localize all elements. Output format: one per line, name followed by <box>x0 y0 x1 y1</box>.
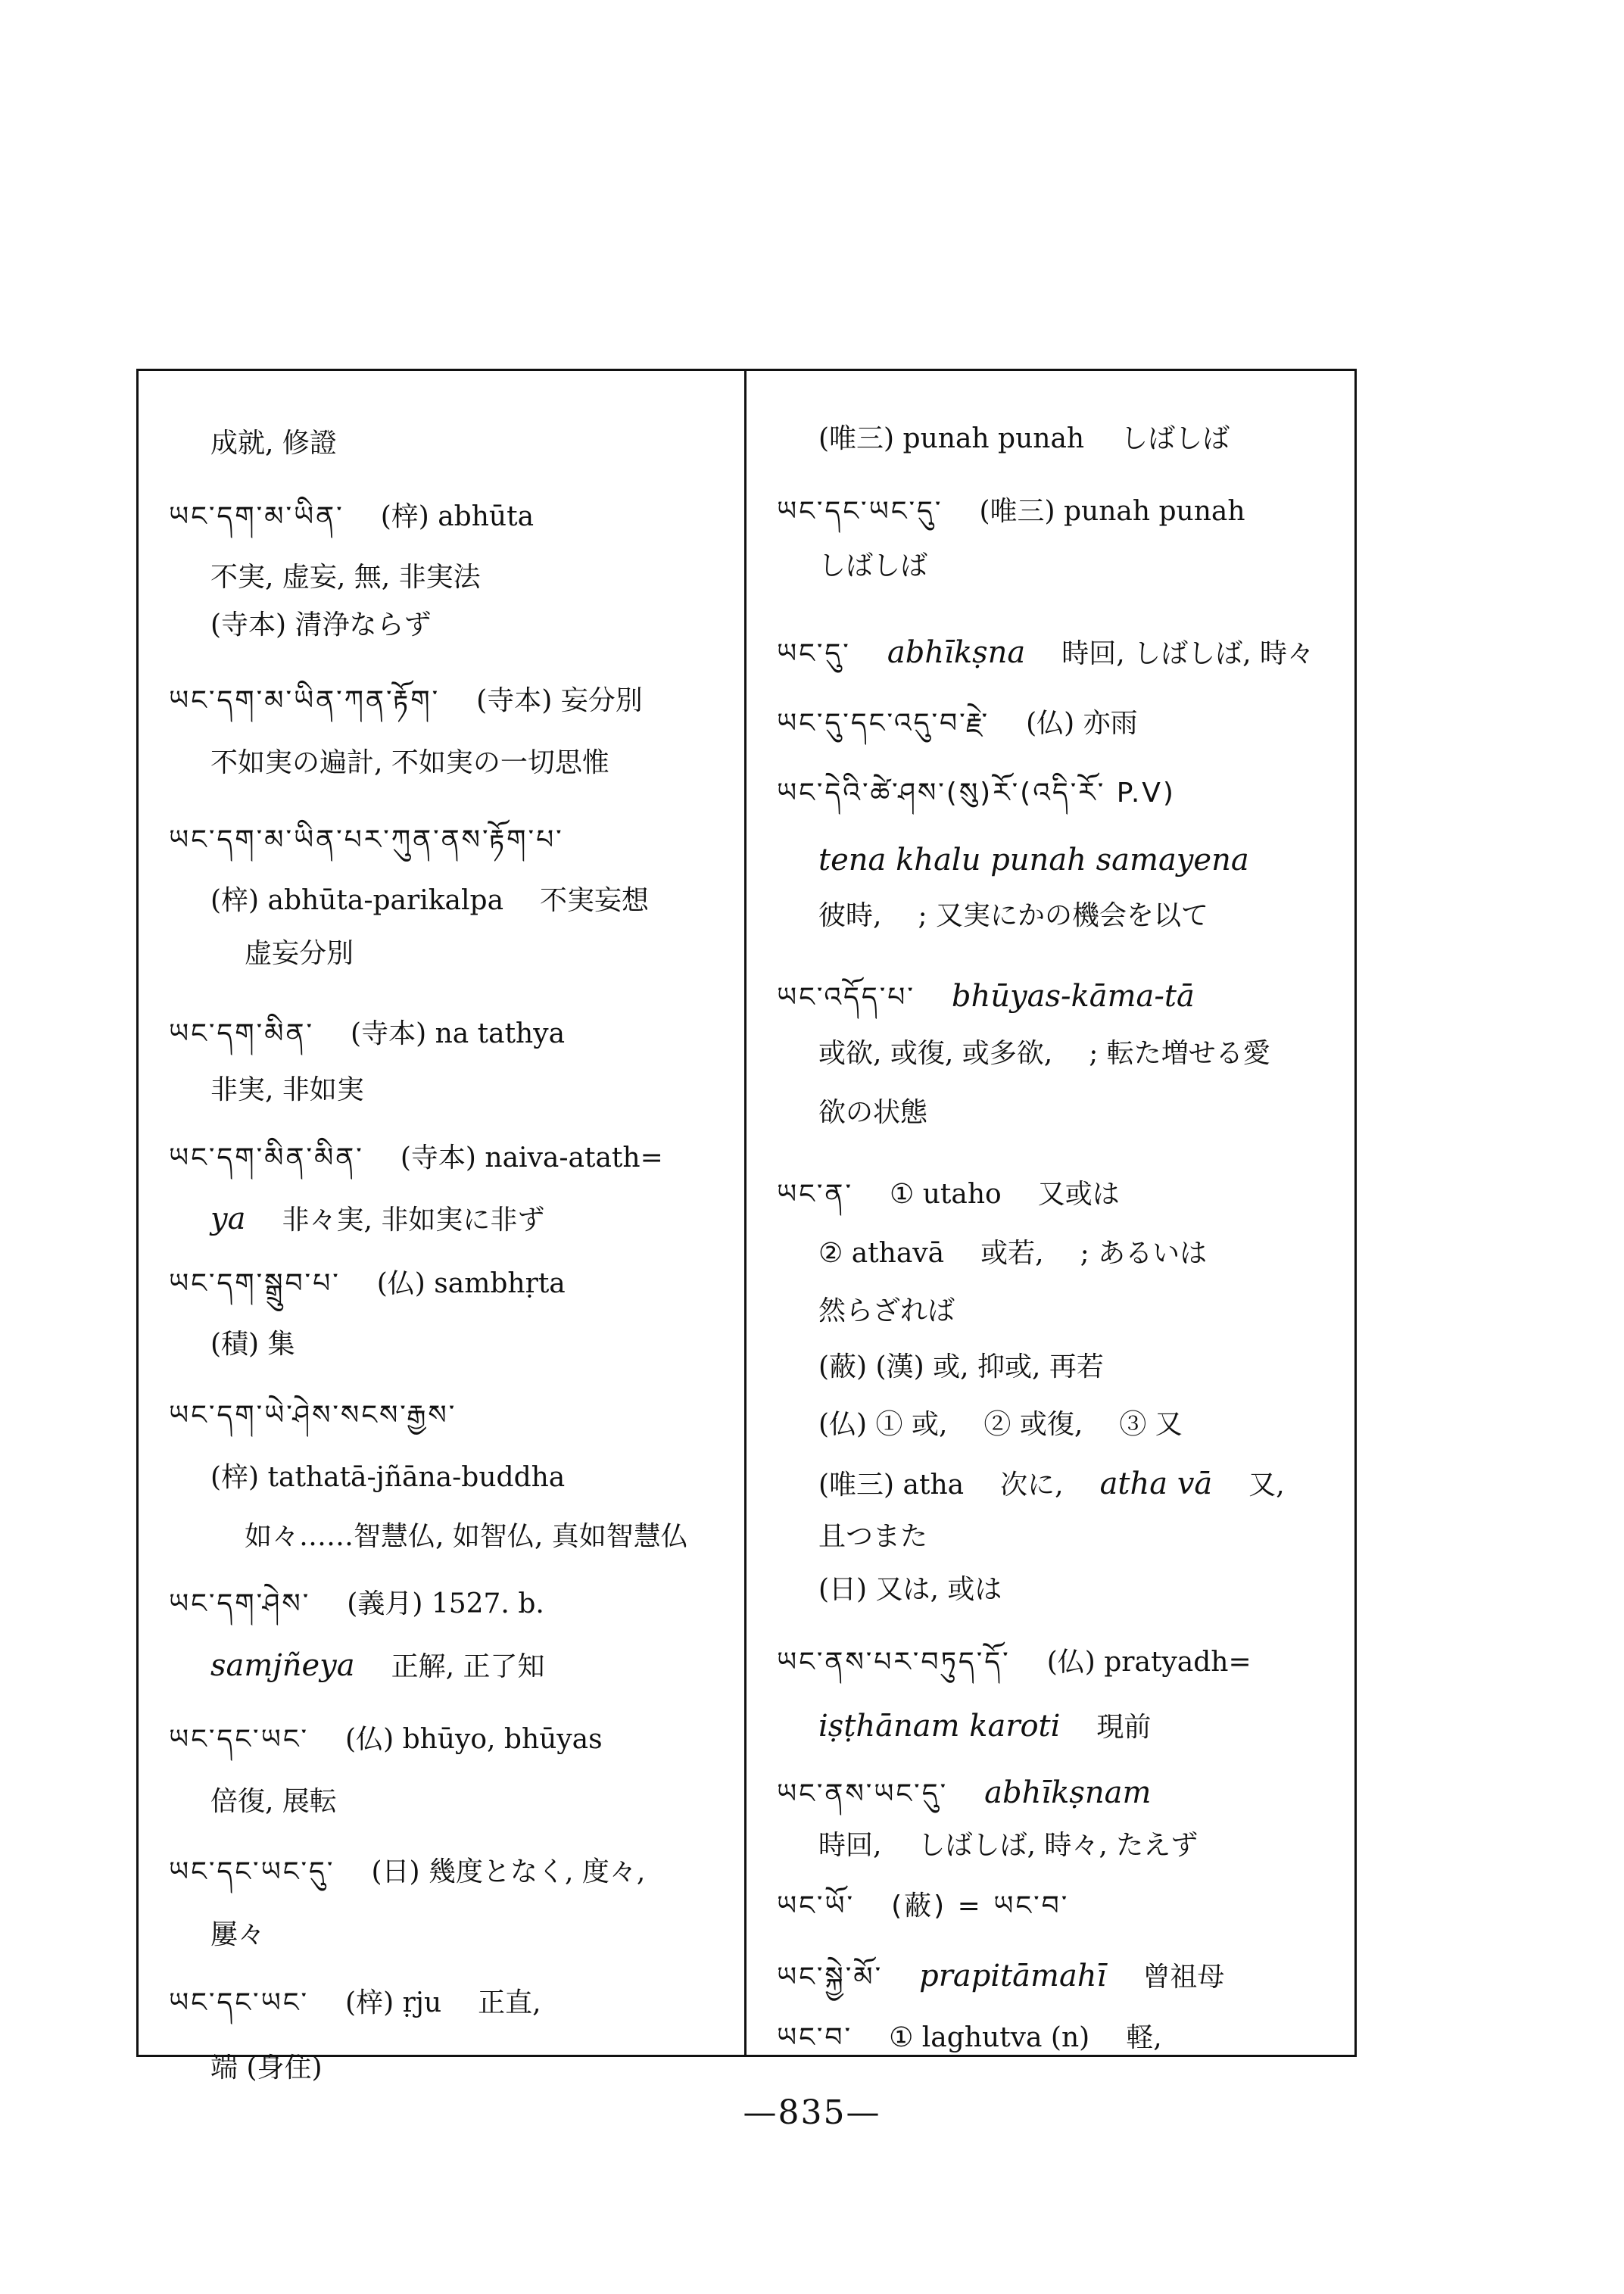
gloss-text: (唯三) punah punah <box>818 423 1085 454</box>
sanskrit-term: prapitāmahī <box>919 1959 1107 1993</box>
gloss-text: (蔽) (漢) 或, 抑或, 再若 <box>818 1351 1104 1382</box>
left-column-line <box>169 1856 645 1887</box>
gloss-text: (仏) sambhṛta <box>376 1268 566 1299</box>
gloss-text: (寺本) naiva-atath= <box>400 1142 663 1173</box>
tibetan-headword: (蔽) = ཡང་བ་ <box>891 1890 1070 1922</box>
tibetan-headword: ཡང་དང་ཡང་ <box>169 1724 310 1755</box>
left-column-line <box>210 428 337 459</box>
left-column-line <box>169 1018 565 1049</box>
gloss-text: 不実, 虚妄, 無, 非実法 <box>210 562 481 593</box>
left-column-line <box>169 1987 541 2018</box>
left-column-line <box>210 1919 265 1950</box>
tibetan-headword: ཡང་འདོད་པ་ <box>777 982 915 1013</box>
gloss-text: (梓) abhūta <box>380 501 535 532</box>
left-column-line <box>169 685 643 716</box>
right-column-line <box>818 900 1208 931</box>
page-number: —835— <box>743 2093 881 2132</box>
tibetan-headword: ཡང་དག་མིན་མིན་ <box>169 1142 364 1173</box>
gloss-text: 非々実, 非如実に非ず <box>282 1205 545 1236</box>
gloss-text: (梓) ṛju <box>345 1987 442 2018</box>
left-column-line <box>210 1329 295 1360</box>
sanskrit-term: iṣṭhānam karoti <box>818 1709 1061 1744</box>
left-column-line <box>169 1588 544 1619</box>
gloss-text: 端 (身住) <box>210 2052 323 2084</box>
gloss-text: 或欲, 或復, 或多欲, <box>818 1038 1053 1069</box>
right-column-line <box>777 979 1195 1014</box>
gloss-text: ② 或復, <box>983 1409 1083 1440</box>
left-column-line <box>210 562 481 593</box>
tibetan-headword: ཡང་དག་མ་ཡིན་ <box>169 501 344 532</box>
right-column-line <box>818 1409 1183 1440</box>
sanskrit-term: atha vā <box>1099 1466 1213 1501</box>
gloss-text: (義月) 1527. b. <box>347 1588 544 1619</box>
gloss-text: ① utaho <box>890 1179 1002 1210</box>
gloss-text: 時回, <box>818 1830 882 1861</box>
gloss-text: (唯三) atha <box>818 1470 965 1501</box>
gloss-text: ; 転た増せる愛 <box>1089 1038 1270 1069</box>
gloss-text: 現前 <box>1096 1712 1152 1743</box>
gloss-text: ① laghutva (n) <box>889 2022 1090 2053</box>
gloss-text: (梓) abhūta-parikalpa <box>210 885 504 916</box>
gloss-text: (寺本) na tathya <box>351 1018 566 1049</box>
gloss-text: ② athavā <box>818 1238 945 1269</box>
right-column-line <box>777 635 1314 670</box>
gloss-text: (日) 幾度となく, 度々, <box>371 1856 646 1887</box>
gloss-text: 不如実の遍計, 不如実の一切思惟 <box>210 747 609 778</box>
right-column-line <box>818 423 1230 454</box>
right-column-line <box>818 1830 1198 1861</box>
gloss-text: しばしば <box>1121 423 1230 454</box>
right-column-line <box>777 1775 1151 1810</box>
gloss-text: (仏) 亦雨 <box>1026 708 1138 739</box>
right-column-line <box>818 1466 1285 1501</box>
right-column-line <box>818 550 927 581</box>
gloss-text: 且つまた <box>818 1521 928 1552</box>
tibetan-headword: ཡང་དེའི་ཚེ་ཤས་(སུ)རོ་(འདི་རོ་ P.V) <box>777 778 1176 809</box>
gloss-text: ; あるいは <box>1080 1238 1208 1269</box>
gloss-text: しばしば, 時々, たえず <box>918 1830 1199 1861</box>
right-column-line <box>777 2022 1162 2053</box>
right-column-line <box>777 1959 1224 1993</box>
tibetan-headword: ཡང་བ་ <box>777 2022 853 2053</box>
tibetan-headword: ཡང་དག་ཤེས་ <box>169 1588 311 1619</box>
left-column-line <box>245 938 354 969</box>
left-column <box>139 369 744 2084</box>
sanskrit-term: abhīkṣna <box>887 635 1026 670</box>
gloss-text: (仏) ① 或, <box>818 1409 948 1440</box>
gloss-text: 虚妄分別 <box>245 938 354 969</box>
right-column-line <box>818 843 1249 877</box>
tibetan-headword: ཡང་དག་མ་ཡིན་པར་ཀུན་ནས་རྟོག་པ་ <box>169 824 564 856</box>
tibetan-headword: ཡང་དག་ཡེ་ཤེས་སངས་རྒྱས་ <box>169 1400 457 1431</box>
left-column-line <box>210 1648 544 1683</box>
gloss-text: 軽, <box>1126 2022 1162 2053</box>
gloss-text: 彼時, <box>818 900 882 931</box>
left-column-line <box>169 501 534 532</box>
right-column-line <box>777 778 1176 809</box>
gloss-text: 屢々 <box>210 1919 266 1950</box>
gloss-text: ; 又実にかの機会を以て <box>918 900 1209 931</box>
left-column-line <box>210 2052 323 2084</box>
gloss-text: (寺本) 清浄ならず <box>210 609 432 641</box>
gloss-text: 正解, 正了知 <box>391 1651 545 1682</box>
sanskrit-term: tena khalu punah samayena <box>818 843 1249 877</box>
tibetan-headword: ཡང་དང་ཡང་ <box>169 1987 310 2018</box>
gloss-text: 又或は <box>1037 1179 1120 1210</box>
gloss-text: 欲の状態 <box>818 1097 928 1128</box>
gloss-text: (日) 又は, 或は <box>818 1574 1002 1605</box>
right-column-line <box>818 1709 1151 1744</box>
gloss-text: 然らざれば <box>818 1295 955 1326</box>
gloss-text: 曾祖母 <box>1142 1962 1225 1993</box>
left-column-line <box>210 1462 565 1493</box>
left-column-line <box>169 824 564 856</box>
gloss-text: 成就, 修證 <box>210 428 337 459</box>
sanskrit-term: samjñeya <box>210 1648 355 1683</box>
left-column-line <box>210 1786 337 1817</box>
gloss-text: (仏) bhūyo, bhūyas <box>345 1724 603 1755</box>
right-column-line <box>818 1574 1002 1605</box>
tibetan-headword: ཡང་དག་སྒྲུབ་པ་ <box>169 1268 341 1299</box>
right-column-line <box>818 1351 1104 1382</box>
tibetan-headword: ཡང་དག་མིན་ <box>169 1018 315 1049</box>
gloss-text: 倍復, 展転 <box>210 1786 337 1817</box>
gloss-text: 非実, 非如実 <box>210 1074 364 1105</box>
tibetan-headword: ཡང་ན་ <box>777 1179 854 1210</box>
gloss-text: 又, <box>1248 1470 1285 1501</box>
left-column-line <box>169 1724 603 1755</box>
gloss-text: しばしば <box>818 550 928 581</box>
gloss-text: 不実妄想 <box>540 885 650 916</box>
gloss-text: 正直, <box>478 1987 541 2018</box>
tibetan-headword: ཡང་ནས་ཡང་དུ་ <box>777 1778 949 1809</box>
gloss-text: 或若, <box>980 1238 1044 1269</box>
left-column-line <box>169 1400 457 1431</box>
right-column-line <box>818 1521 927 1552</box>
left-column-line <box>210 1202 544 1236</box>
left-column-line <box>169 1142 663 1173</box>
left-column-line <box>245 1521 688 1552</box>
right-column-line <box>777 1179 1120 1210</box>
gloss-text: ③ 又 <box>1119 1409 1183 1440</box>
left-column-line <box>210 609 432 641</box>
gloss-text: (仏) pratyadh= <box>1046 1647 1252 1678</box>
gloss-text: 時回, しばしば, 時々 <box>1061 638 1315 669</box>
gloss-text: (積) 集 <box>210 1329 295 1360</box>
gloss-text: (唯三) punah punah <box>979 496 1245 527</box>
right-column-line <box>777 1890 1069 1922</box>
tibetan-headword: ཡང་དག་མ་ཡིན་ཀན་རྟོག་ <box>169 685 441 716</box>
right-column-line <box>777 496 1245 527</box>
tibetan-headword: ཡང་དུ་ <box>777 638 851 669</box>
tibetan-headword: ཡང་དང་ཡང་དུ་ <box>777 496 943 527</box>
right-column-line <box>818 1097 927 1128</box>
right-column-line <box>818 1238 1207 1269</box>
right-column-line <box>818 1038 1270 1069</box>
left-column-line <box>210 1074 364 1105</box>
sanskrit-term: abhīkṣnam <box>984 1775 1152 1810</box>
tibetan-headword: ཡང་དང་ཡང་དུ་ <box>169 1856 335 1887</box>
right-column-line <box>777 1647 1252 1678</box>
right-column <box>747 369 1354 2057</box>
gloss-text: (寺本) 妄分別 <box>476 685 643 716</box>
tibetan-headword: ཡང་ཡོ་ <box>777 1890 856 1922</box>
tibetan-headword: ཡང་སྐྱེ་མོ་ <box>777 1962 884 1993</box>
right-column-line <box>777 708 1138 739</box>
sanskrit-term: bhūyas-kāma-tā <box>951 979 1195 1014</box>
tibetan-headword: ཡང་ནས་པར་བཏུད་དོ་ <box>777 1647 1011 1678</box>
left-column-line <box>210 885 649 916</box>
sanskrit-term: ya <box>210 1202 246 1236</box>
tibetan-headword: ཡང་དུ་དང་འདུ་བ་རྗེ་ <box>777 708 990 739</box>
gloss-text: (梓) tathatā-jñāna-buddha <box>210 1462 566 1493</box>
left-column-line <box>169 1268 566 1299</box>
left-column-line <box>210 747 609 778</box>
gloss-text: 次に, <box>1000 1470 1064 1501</box>
gloss-text: 如々……智慧仏, 如智仏, 真如智慧仏 <box>245 1521 688 1552</box>
right-column-line <box>818 1295 955 1326</box>
